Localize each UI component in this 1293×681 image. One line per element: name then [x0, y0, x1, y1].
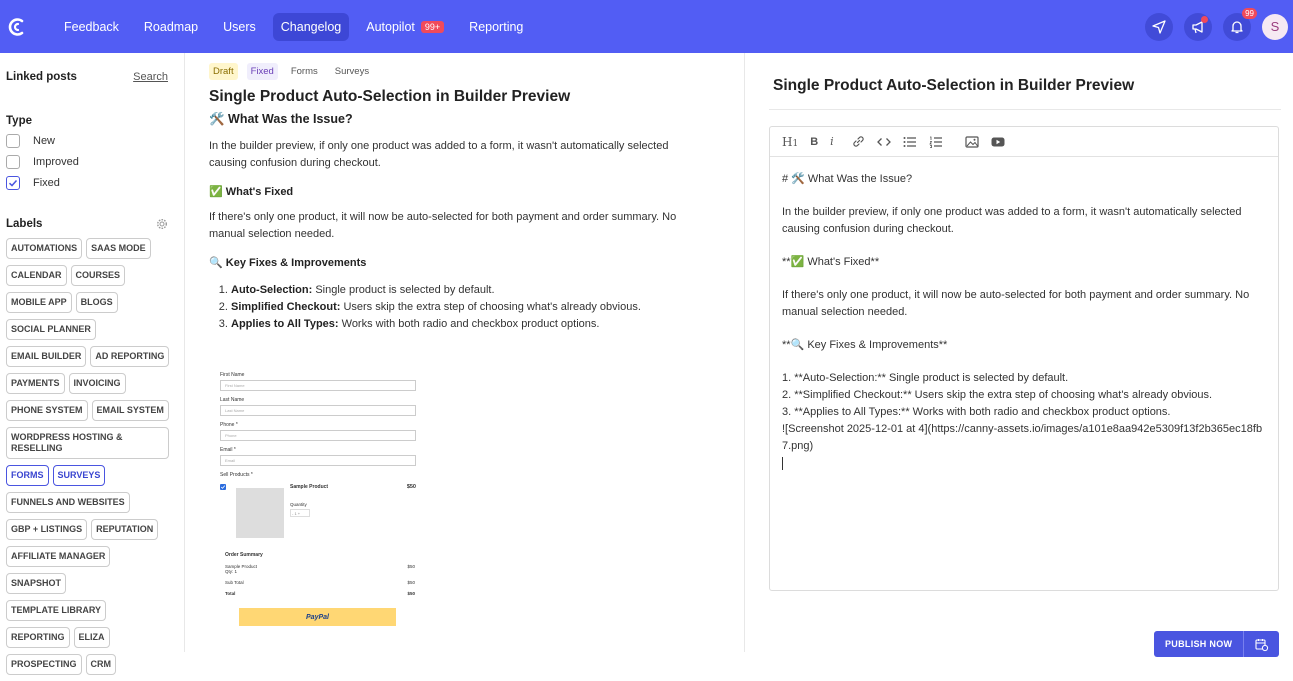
editor-line: 3. **Applies to All Types:** Works with both radio and checkbox product options.	[782, 406, 1171, 418]
editor-line: In the builder preview, if only one product was added to a form, it wasn't automatically selected causing confusion during checkout.	[782, 206, 1242, 235]
fp-phone-input: Phone	[220, 430, 416, 441]
label-saas-mode[interactable]: SAAS MODE	[86, 238, 151, 259]
label-snapshot[interactable]: SNAPSHOT	[6, 573, 66, 594]
linked-posts-title: Linked posts	[6, 71, 77, 83]
editor-blank-line	[782, 354, 1266, 370]
fp-email-input: Email	[220, 455, 416, 466]
nav-feedback[interactable]	[56, 13, 127, 41]
code-icon	[877, 136, 891, 148]
sidebar	[0, 53, 185, 669]
label-calendar[interactable]: CALENDAR	[6, 265, 67, 286]
fp-first-name-label: First Name	[220, 372, 245, 378]
label-crm[interactable]: CRM	[86, 654, 117, 675]
text-caret	[782, 457, 783, 470]
check-icon	[8, 178, 18, 188]
type-new[interactable]	[6, 134, 178, 148]
label-affiliate-manager[interactable]: AFFILIATE MANAGER	[6, 546, 110, 567]
nav-autopilot[interactable]	[358, 13, 452, 41]
calendar-clock-icon	[1255, 638, 1268, 651]
fp-email-label: Email *	[220, 447, 236, 453]
top-nav	[0, 0, 1293, 53]
label-gbp-listings[interactable]: GBP + LISTINGS	[6, 519, 87, 540]
label-eliza[interactable]: ELIZA	[74, 627, 110, 648]
bell-icon	[1230, 20, 1244, 34]
autopilot-badge: 99+	[421, 21, 444, 33]
label-invoicing[interactable]: INVOICING	[69, 373, 126, 394]
editor-title[interactable]: Single Product Auto-Selection in Builder Preview	[773, 77, 1135, 94]
editor-line: **🔍 Key Fixes & Improvements**	[782, 339, 948, 351]
linked-posts-search-link[interactable]: Search	[133, 71, 168, 83]
numbered-list-icon	[929, 136, 943, 148]
label-forms[interactable]: FORMS	[6, 465, 49, 486]
fp-sell-products-label: Sell Products *	[220, 472, 253, 478]
key-fixes-list	[209, 282, 704, 333]
label-surveys[interactable]: SURVEYS	[53, 465, 106, 486]
image-button[interactable]	[965, 136, 979, 148]
label-email-builder[interactable]: EMAIL BUILDER	[6, 346, 86, 367]
labels-title: Labels	[6, 218, 43, 230]
list-item-bold: Simplified Checkout:	[231, 301, 341, 313]
label-email-system[interactable]: EMAIL SYSTEM	[92, 400, 169, 421]
fp-product-image	[236, 488, 284, 538]
notification-count: 99	[1242, 8, 1257, 19]
nav-users[interactable]	[215, 13, 264, 41]
issue-paragraph: In the builder preview, if only one product was added to a form, it wasn't automatically selected causing confusion during checkout.	[209, 140, 669, 169]
nav-users-label: Users	[223, 19, 256, 34]
send-icon	[1152, 20, 1166, 34]
heading-icon: H1	[782, 134, 799, 149]
fp-subtotal-label: Sub Total	[225, 580, 244, 585]
label-phone-system[interactable]: PHONE SYSTEM	[6, 400, 88, 421]
type-fixed-label: Fixed	[33, 177, 60, 189]
editor-content[interactable]	[770, 157, 1278, 484]
image-icon	[965, 136, 979, 148]
type-improved-checkbox[interactable]	[6, 155, 20, 169]
link-button[interactable]	[852, 135, 865, 148]
schedule-button[interactable]	[1243, 631, 1279, 657]
editor-line: **✅ What's Fixed**	[782, 256, 880, 268]
fp-total-row	[225, 591, 415, 596]
label-blogs[interactable]: BLOGS	[76, 292, 118, 313]
logo[interactable]	[0, 0, 34, 53]
nav-reporting-label: Reporting	[469, 19, 524, 34]
fixed-paragraph: If there's only one product, it will now be auto-selected for both payment and order summary. No manual selection needed.	[209, 211, 677, 240]
heading-button[interactable]	[782, 135, 798, 149]
announcement-dot	[1201, 16, 1208, 23]
bold-icon: B	[810, 135, 819, 148]
markdown-editor[interactable]	[769, 126, 1279, 591]
nav-changelog[interactable]	[273, 13, 349, 41]
editor-line: 2. **Simplified Checkout:** Users skip the extra step of choosing what's already obvious.	[782, 389, 1213, 401]
code-button[interactable]	[877, 136, 891, 148]
nav-feedback-label: Feedback	[64, 19, 119, 34]
type-fixed[interactable]	[6, 176, 178, 190]
post-preview	[185, 53, 745, 652]
label-payments[interactable]: PAYMENTS	[6, 373, 65, 394]
fp-phone-label: Phone *	[220, 422, 238, 428]
type-new-checkbox[interactable]	[6, 134, 20, 148]
label-mobile-app[interactable]: MOBILE APP	[6, 292, 72, 313]
fp-product-price: $50	[406, 484, 416, 490]
fp-last-name-input: Last Name	[220, 405, 416, 416]
editor-line: If there's only one product, it will now be auto-selected for both payment and order summary. No manual selection needed.	[782, 289, 1250, 318]
label-wordpress-hosting[interactable]: WORDPRESS HOSTING & RESELLING	[6, 427, 169, 459]
fp-product-info	[290, 484, 328, 538]
key-fixes-heading: 🔍 Key Fixes & Improvements	[209, 257, 367, 269]
fp-quantity-stepper: - 1 +	[290, 509, 310, 517]
fp-row-price: $50	[407, 564, 415, 569]
editor-blank-line	[782, 188, 1266, 204]
fp-product-row	[220, 482, 420, 538]
post-title: Single Product Auto-Selection in Builder Preview	[209, 88, 571, 105]
label-funnels-and-websites[interactable]: FUNNELS AND WEBSITES	[6, 492, 130, 513]
fp-product-name: Sample Product	[290, 484, 329, 490]
announcements-button[interactable]	[1184, 13, 1212, 41]
tag-draft: Draft	[209, 63, 238, 80]
label-automations[interactable]: AUTOMATIONS	[6, 238, 82, 259]
type-improved[interactable]	[6, 155, 178, 169]
tag-forms: Forms	[290, 66, 318, 77]
type-improved-label: Improved	[33, 156, 79, 168]
fp-first-name-input: First Name	[220, 380, 416, 391]
list-item-bold: Auto-Selection:	[231, 284, 313, 296]
nav-roadmap[interactable]	[136, 13, 206, 41]
notifications-button[interactable]	[1223, 8, 1254, 41]
label-social-planner[interactable]: SOCIAL PLANNER	[6, 319, 96, 340]
fp-subtotal-row	[225, 580, 415, 585]
nav-reporting[interactable]	[461, 13, 531, 41]
logo-icon	[7, 16, 27, 38]
label-template-library[interactable]: TEMPLATE LIBRARY	[6, 600, 106, 621]
video-button[interactable]	[991, 136, 1005, 148]
title-divider	[769, 109, 1281, 110]
type-title: Type	[6, 115, 32, 127]
fp-order-summary-title: Order Summary	[225, 552, 263, 558]
fp-subtotal-value: $50	[407, 580, 415, 585]
list-item-text: Users skip the extra step of choosing what's already obvious.	[340, 301, 641, 313]
editor-toolbar	[770, 127, 1278, 157]
fp-last-name-label: Last Name	[220, 397, 245, 403]
list-item-text: Works with both radio and checkbox product options.	[338, 318, 600, 330]
form-screenshot	[220, 366, 420, 626]
editor-line: # 🛠️ What Was the Issue?	[782, 173, 913, 185]
gear-icon[interactable]	[156, 218, 168, 230]
label-reputation[interactable]: REPUTATION	[91, 519, 158, 540]
type-fixed-checkbox[interactable]	[6, 176, 20, 190]
numbered-list-button[interactable]	[929, 136, 943, 148]
fp-order-summary	[220, 552, 420, 596]
editor-blank-line	[782, 238, 1266, 254]
publish-controls	[1154, 631, 1279, 657]
publish-now-button[interactable]: PUBLISH NOW	[1154, 631, 1243, 657]
fp-quantity-label: Quantity	[290, 502, 307, 507]
fp-total-label: Total	[225, 591, 236, 596]
nav-roadmap-label: Roadmap	[143, 19, 199, 34]
editor-line: 1. **Auto-Selection:** Single product is selected by default.	[782, 372, 1069, 384]
issue-heading: 🛠️ What Was the Issue?	[209, 112, 353, 126]
label-reporting[interactable]: REPORTING	[6, 627, 70, 648]
label-ad-reporting[interactable]: AD REPORTING	[90, 346, 169, 367]
list-item	[231, 316, 704, 333]
fp-summary-row	[225, 564, 415, 574]
youtube-icon	[991, 136, 1005, 148]
tag-fixed: Fixed	[247, 63, 278, 80]
type-new-label: New	[33, 135, 56, 147]
fp-paypal-button: PayPal	[239, 608, 396, 626]
fixed-heading: ✅ What's Fixed	[209, 186, 294, 198]
list-item-text: Single product is selected by default.	[312, 284, 495, 296]
link-icon	[852, 135, 865, 148]
list-item	[231, 282, 704, 299]
bold-button[interactable]	[810, 136, 818, 148]
editor-blank-line	[782, 321, 1266, 337]
fp-row-product: Sample Product	[225, 564, 258, 569]
editor-blank-line	[782, 271, 1266, 287]
tag-surveys: Surveys	[334, 66, 370, 77]
nav-autopilot-label: Autopilot	[366, 19, 415, 34]
label-courses[interactable]: COURSES	[71, 265, 126, 286]
bullet-list-icon	[903, 136, 917, 148]
fp-row-qty: Qty: 1	[225, 569, 238, 574]
editor-panel	[746, 53, 1293, 652]
list-item	[231, 299, 704, 316]
fp-total-value: $50	[407, 591, 415, 596]
fp-checkbox-icon	[220, 484, 226, 490]
italic-icon: i	[830, 135, 834, 148]
label-prospecting[interactable]: PROSPECTING	[6, 654, 82, 675]
italic-button[interactable]	[830, 135, 834, 148]
nav-changelog-label: Changelog	[280, 19, 342, 34]
send-button[interactable]	[1145, 13, 1173, 41]
bullet-list-button[interactable]	[903, 136, 917, 148]
list-item-bold: Applies to All Types:	[231, 318, 339, 330]
avatar[interactable]: S	[1262, 14, 1288, 40]
editor-line: ![Screenshot 2025-12-01 at 4](https://canny-assets.io/images/a101e8aa942e5309f13f2b365ec18fb7.png)	[782, 423, 1263, 452]
